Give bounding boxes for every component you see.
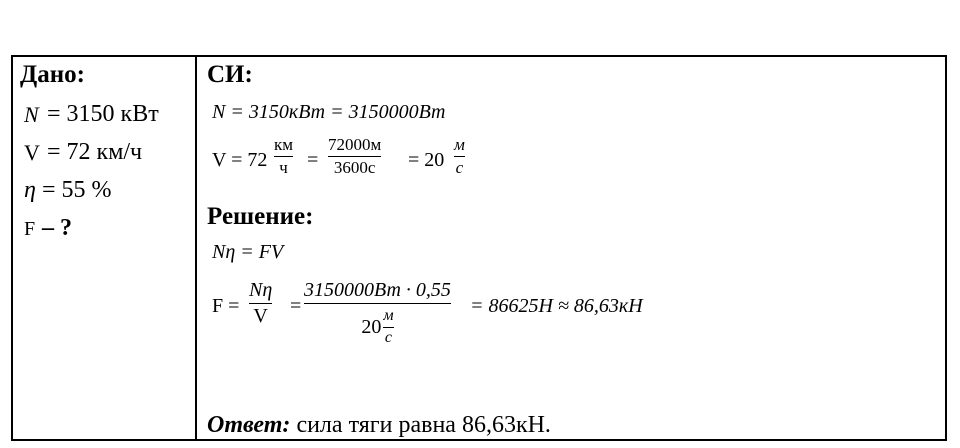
si-speed-fraction-kmh [274, 136, 293, 177]
si-speed-fraction-kmh-den: ч [279, 157, 288, 177]
solution-force-equals: = [290, 295, 302, 317]
solution-force-fraction-2-den [361, 308, 393, 347]
solution-force-denominator-coefficient: 20 [361, 315, 382, 338]
si-speed-fraction-conversion [328, 136, 381, 177]
fraction-bar [304, 303, 451, 304]
si-speed-result: = 20 [408, 149, 445, 171]
si-power-line: N = 3150кВт = 3150000Вт [212, 101, 446, 123]
solution-force-fraction-2-num: 3150000Вт · 0,55 [304, 279, 451, 301]
solution-heading: Решение: [207, 203, 314, 230]
given-force-symbol: F [24, 218, 36, 240]
given-power-value: = 3150 кВт [47, 101, 159, 127]
fraction-bar [454, 156, 465, 157]
fraction-bar [383, 327, 393, 328]
solution-force-denominator-unit-num: м [383, 307, 394, 324]
solution-force-lhs: F = [212, 295, 240, 317]
solution-equation-1: Nη = FV [212, 241, 284, 263]
si-speed-fraction-ms-num: м [454, 135, 465, 154]
solution-force-denominator-unit-den: с [384, 328, 392, 346]
si-speed-fraction-conversion-den: 3600с [333, 157, 376, 177]
answer-line [207, 413, 551, 437]
column-divider [195, 55, 197, 441]
si-speed-fraction-conversion-num: 72000м [328, 135, 382, 154]
si-speed-fraction-ms-den: с [455, 157, 464, 177]
fraction-bar [274, 156, 293, 157]
given-power-symbol: N [24, 102, 39, 127]
given-speed-symbol: V [24, 140, 40, 165]
fraction-bar [328, 156, 381, 157]
si-heading: СИ: [207, 61, 253, 88]
given-efficiency-symbol: η [24, 177, 36, 203]
si-speed-lhs: V = 72 [212, 149, 268, 171]
answer-text: сила тяги равна 86,63кН. [296, 412, 551, 438]
fraction-bar [249, 303, 272, 304]
given-force-value: – ? [42, 215, 72, 241]
si-speed-fraction-ms [454, 136, 465, 177]
solution-force-fraction-1-num: Nη [249, 279, 273, 301]
si-speed-equals: = [307, 149, 319, 171]
solution-force-fraction-2 [304, 280, 451, 347]
answer-label: Ответ: [207, 412, 291, 438]
solution-force-denominator-unit [383, 308, 393, 347]
solution-force-fraction-1 [249, 280, 272, 327]
given-heading: Дано: [20, 61, 85, 88]
given-efficiency-value: = 55 % [42, 177, 112, 203]
solution-force-result: = 86625Н ≈ 86,63кН [470, 295, 643, 317]
given-speed-value: = 72 км/ч [47, 139, 143, 165]
solution-force-fraction-1-den: V [253, 305, 268, 327]
si-speed-fraction-kmh-num: км [274, 135, 294, 154]
